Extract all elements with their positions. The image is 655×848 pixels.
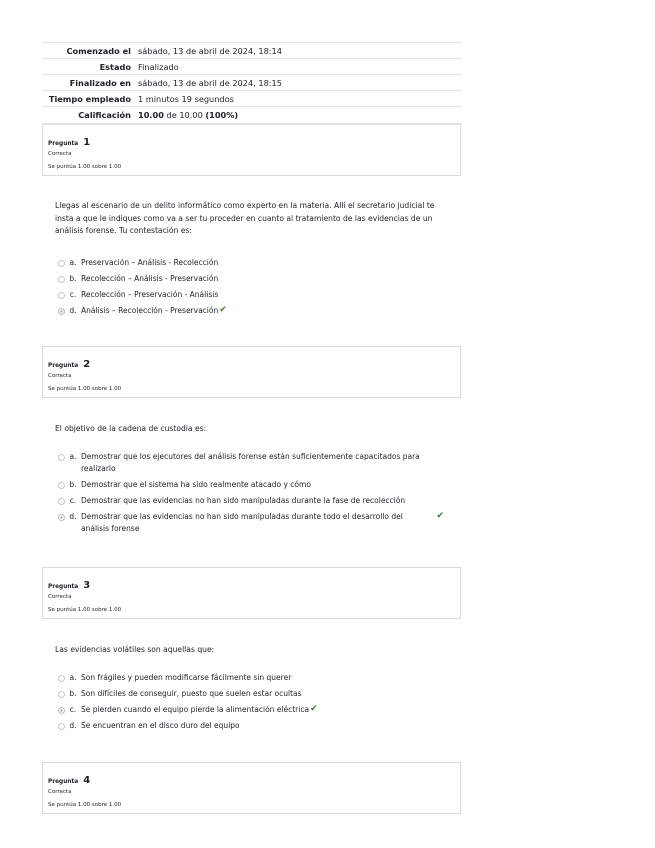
summary-row-finished bbox=[42, 74, 462, 90]
question-info-2 bbox=[42, 346, 461, 398]
summary-value: 1 minutos 19 segundos bbox=[138, 93, 234, 104]
radio-button[interactable] bbox=[58, 723, 65, 730]
answer-letter: d. bbox=[69, 721, 77, 730]
answer-text: Demostrar que las evidencias no han sido manipuladas durante la fase de recolección bbox=[81, 496, 406, 505]
radio-button[interactable] bbox=[58, 498, 65, 505]
question-state: Correcta bbox=[48, 594, 72, 600]
answer-text: Recolección – Preservación - Análisis bbox=[81, 290, 219, 299]
answer-letter: c. bbox=[69, 496, 77, 505]
answer-list-3 bbox=[58, 672, 458, 736]
answer-list-2 bbox=[58, 451, 458, 539]
question-state: Correcta bbox=[48, 373, 72, 379]
question-grade: Se puntúa 1.00 sobre 1.00 bbox=[48, 164, 122, 170]
attempt-summary bbox=[42, 42, 462, 124]
radio-button[interactable] bbox=[58, 482, 65, 489]
question-info-1 bbox=[42, 124, 461, 176]
radio-button-selected[interactable] bbox=[58, 514, 65, 521]
answer-option[interactable] bbox=[58, 289, 458, 301]
correct-check-icon: ✔ bbox=[310, 704, 318, 714]
correct-check-icon: ✔ bbox=[436, 511, 444, 521]
summary-value: Finalizado bbox=[138, 61, 179, 72]
question-label: Pregunta bbox=[48, 584, 79, 590]
answer-letter: c. bbox=[69, 705, 77, 714]
answer-letter: a. bbox=[69, 452, 77, 461]
answer-option[interactable] bbox=[58, 257, 458, 269]
answer-letter: a. bbox=[69, 673, 77, 682]
answer-letter: d. bbox=[69, 306, 77, 315]
question-number: 1 bbox=[83, 137, 91, 148]
answer-letter: c. bbox=[69, 290, 77, 299]
answer-option[interactable] bbox=[58, 451, 458, 475]
answer-option[interactable] bbox=[58, 305, 458, 317]
radio-button[interactable] bbox=[58, 276, 65, 283]
summary-label: Comenzado el bbox=[66, 45, 131, 56]
radio-button-selected[interactable] bbox=[58, 308, 65, 315]
summary-value bbox=[138, 110, 462, 120]
question-state: Correcta bbox=[48, 789, 72, 795]
answer-letter: a. bbox=[69, 258, 77, 267]
answer-list-1 bbox=[58, 257, 458, 321]
grade-max: de 10.00 bbox=[163, 110, 206, 120]
summary-value: sábado, 13 de abril de 2024, 18:15 bbox=[138, 77, 282, 88]
answer-text: Preservación – Análisis - Recolección bbox=[81, 258, 219, 267]
grade-percent: (100%) bbox=[205, 110, 239, 120]
answer-option[interactable] bbox=[58, 688, 458, 700]
question-grade: Se puntúa 1.00 sobre 1.00 bbox=[48, 386, 122, 392]
radio-button[interactable] bbox=[58, 675, 65, 682]
answer-option[interactable] bbox=[58, 273, 458, 285]
answer-option[interactable] bbox=[58, 672, 458, 684]
question-text-3: Las evidencias volátiles son aquellas que: bbox=[55, 645, 215, 654]
answer-option[interactable] bbox=[58, 720, 458, 732]
answer-option[interactable] bbox=[58, 495, 458, 507]
grade-score: 10.00 bbox=[138, 110, 164, 120]
answer-letter: b. bbox=[69, 689, 77, 698]
question-info-4 bbox=[42, 762, 461, 814]
question-grade: Se puntúa 1.00 sobre 1.00 bbox=[48, 802, 122, 808]
summary-row-time bbox=[42, 90, 462, 106]
radio-button[interactable] bbox=[58, 454, 65, 461]
answer-text: Se pierden cuando el equipo pierde la alimentación eléctrica bbox=[81, 705, 310, 714]
radio-button[interactable] bbox=[58, 691, 65, 698]
answer-text: Son frágiles y pueden modificarse fácilmente sin querer bbox=[81, 673, 292, 682]
answer-text: Recolección – Análisis - Preservación bbox=[81, 274, 219, 283]
question-text-2: El objetivo de la cadena de custodia es: bbox=[55, 424, 207, 433]
question-label: Pregunta bbox=[48, 779, 79, 785]
answer-letter: b. bbox=[69, 480, 77, 489]
question-text-1: Llegas al escenario de un delito informático como experto en la materia. Allí el secretario judicial te insta a que le indiques como va a ser tu proceder en cuanto al tratamiento de las evidencias de un análisis forense. Tu contestación es: bbox=[55, 201, 435, 235]
answer-text: Demostrar que los ejecutores del análisis forense están suficientemente capacitados para realizarlo bbox=[81, 452, 420, 473]
question-number: 3 bbox=[83, 580, 91, 591]
question-heading bbox=[48, 352, 455, 371]
radio-button-selected[interactable] bbox=[58, 707, 65, 714]
summary-row-started bbox=[42, 42, 462, 58]
question-number: 2 bbox=[83, 359, 91, 370]
answer-text: Son difíciles de conseguir, puesto que suelen estar ocultas bbox=[81, 689, 302, 698]
summary-label: Calificación bbox=[78, 110, 131, 120]
question-label: Pregunta bbox=[48, 363, 79, 369]
answer-letter: d. bbox=[69, 512, 77, 521]
question-heading bbox=[48, 768, 455, 787]
answer-text: Análisis – Recolección - Preservación bbox=[81, 306, 219, 315]
summary-label: Tiempo empleado bbox=[48, 93, 131, 104]
radio-button[interactable] bbox=[58, 260, 65, 267]
summary-row-grade bbox=[42, 106, 462, 124]
question-label: Pregunta bbox=[48, 141, 79, 147]
question-number: 4 bbox=[83, 775, 91, 786]
radio-button[interactable] bbox=[58, 292, 65, 299]
answer-text: Demostrar que las evidencias no han sido manipuladas durante todo el desarrollo del análisis forense bbox=[81, 512, 403, 533]
summary-label: Estado bbox=[99, 61, 131, 72]
answer-text: Se encuentran en el disco duro del equipo bbox=[81, 721, 240, 730]
answer-option[interactable] bbox=[58, 511, 458, 535]
answer-option[interactable] bbox=[58, 704, 458, 716]
question-info-3 bbox=[42, 567, 461, 619]
answer-option[interactable] bbox=[58, 479, 458, 491]
question-heading bbox=[48, 573, 455, 592]
answer-letter: b. bbox=[69, 274, 77, 283]
summary-value: sábado, 13 de abril de 2024, 18:14 bbox=[138, 45, 282, 56]
question-grade: Se puntúa 1.00 sobre 1.00 bbox=[48, 607, 122, 613]
correct-check-icon: ✔ bbox=[219, 305, 227, 315]
answer-text: Demostrar que el sistema ha sido realmente atacado y cómo bbox=[81, 480, 311, 489]
summary-row-state bbox=[42, 58, 462, 74]
question-heading bbox=[48, 130, 455, 149]
question-state: Correcta bbox=[48, 151, 72, 157]
summary-label: Finalizado en bbox=[69, 77, 131, 88]
